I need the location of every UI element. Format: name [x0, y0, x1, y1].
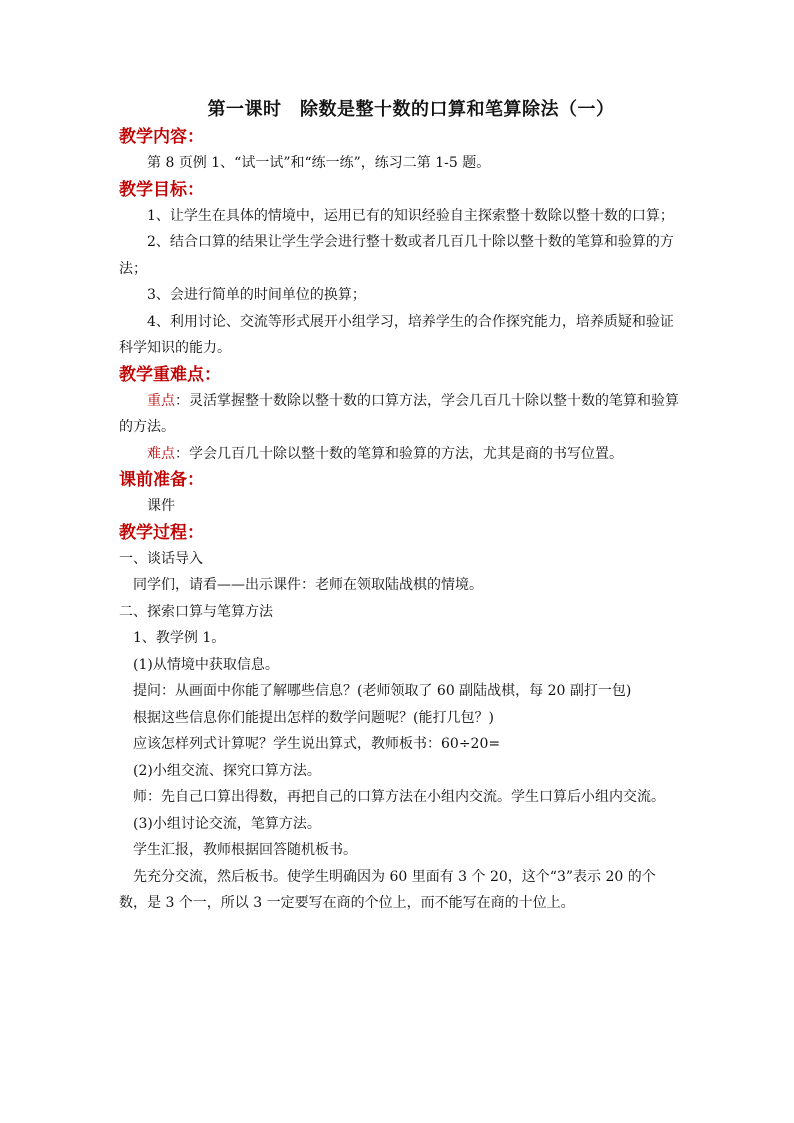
- heading-teaching-content: 教学内容：: [119, 127, 204, 147]
- process-line-9: (2)小组交流、探究口算方法。: [133, 762, 321, 779]
- process-line-12: 学生汇报，教师根据回答随机板书。: [133, 842, 357, 858]
- heading-teaching-process: 教学过程：: [119, 522, 204, 543]
- focus-text: ：灵活掌握整十数除以整十数的口算方法，学会几百几十除以整十数的笔算和验算的方法。: [119, 392, 679, 435]
- process-line-7: 根据这些信息你们能提出怎样的数学问题呢？(能打几包？): [133, 709, 494, 726]
- process-line-8: 应该怎样列式计算呢？学生说出算式，教师板书：60÷20=: [133, 736, 501, 752]
- goal-item-3: 3、会进行简单的时间单位的换算；: [147, 287, 366, 303]
- goal-item-1: 1、让学生在具体的情境中，运用已有的知识经验自主探索整十数除以整十数的口算；: [147, 207, 674, 224]
- preparation-text: 课件: [147, 498, 175, 514]
- focus-label: 重点: [147, 392, 175, 409]
- document-page: [119, 96, 679, 917]
- process-line-10: 师：先自己口算出得数，再把自己的口算方法在小组内交流。学生口算后小组内交流。: [133, 789, 665, 805]
- goal-item-2: 2、结合口算的结果让学生学会进行整十数或者几百几十除以整十数的笔算和验算的方法；: [119, 234, 674, 277]
- process-line-6: 提问：从画面中你能了解哪些信息？(老师领取了 60 副陆战棋，每 20 副打一包): [133, 683, 632, 699]
- heading-key-points: 教学重难点：: [119, 364, 221, 385]
- heading-preparation: 课前准备：: [119, 470, 204, 490]
- document-title: 第一课时 除数是整十数的口算和笔算除法（一）: [207, 99, 615, 120]
- process-line-2: 同学们，请看——出示课件：老师在领取陆战棋的情境。: [133, 577, 483, 593]
- key-focus-paragraph: [119, 388, 679, 441]
- goal-item-4: 4、利用讨论、交流等形式展开小组学习，培养学生的合作探究能力，培养质疑和验证科学知识的能力。: [119, 313, 674, 356]
- process-line-1: 一、谈话导入: [119, 550, 203, 567]
- difficulty-text: ：学会几百几十除以整十数的笔算和验算的方法，尤其是商的书写位置。: [175, 445, 623, 462]
- difficulty-label: 难点: [147, 445, 175, 462]
- process-line-3: 二、探索口算与笔算方法: [119, 603, 273, 620]
- process-line-13: 先充分交流，然后板书。使学生明确因为 60 里面有 3 个 20，这个“3”表示 20 的个数，是 3 个一，所以 3 一定要写在商的个位上，而不能写在商的十位上。: [119, 868, 656, 911]
- process-line-5: (1)从情境中获取信息。: [133, 656, 279, 673]
- heading-teaching-goals: 教学目标：: [119, 179, 204, 200]
- process-line-11: (3)小组讨论交流，笔算方法。: [133, 815, 321, 832]
- teaching-content-text: 第 8 页例 1、“试一试”和“练一练”，练习二第 1-5 题。: [147, 155, 491, 171]
- key-difficulty-paragraph: [119, 441, 679, 468]
- process-line-4: 1、教学例 1。: [133, 630, 226, 646]
